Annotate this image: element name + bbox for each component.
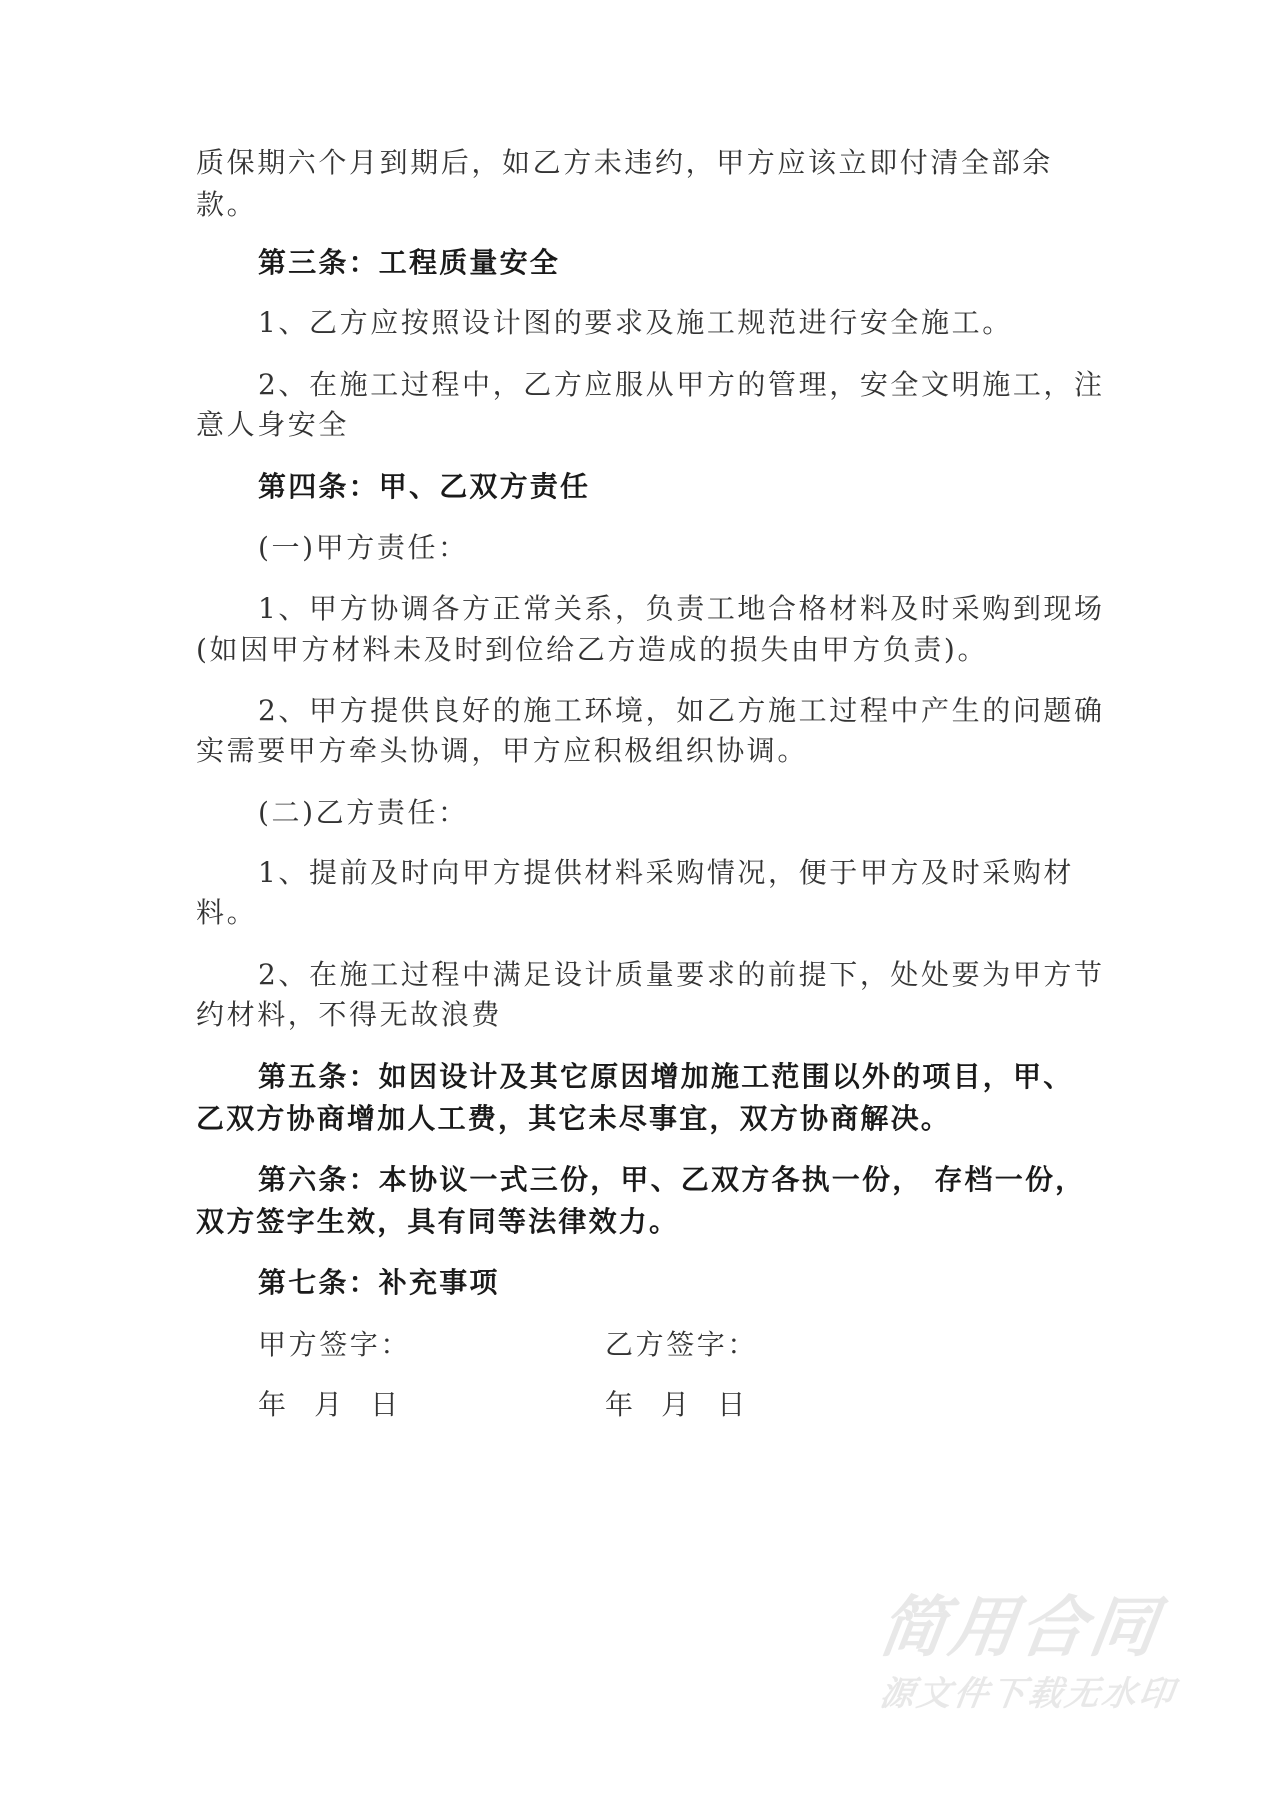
paragraph-line: 1、乙方应按照设计图的要求及施工规范进行安全施工。 bbox=[258, 306, 1013, 339]
paragraph-line: 款。 bbox=[196, 188, 258, 221]
paragraph-line: 1、提前及时向甲方提供材料采购情况，便于甲方及时采购材 bbox=[258, 856, 1075, 889]
party-b-signature-label: 乙方签字： bbox=[605, 1328, 759, 1361]
paragraph-line: 料。 bbox=[196, 896, 258, 929]
watermark bbox=[874, 1589, 1240, 1730]
watermark-subtitle: 源文件下载无水印 bbox=[877, 1674, 1179, 1714]
party-a-signature-label: 甲方签字： bbox=[258, 1328, 412, 1361]
paragraph-line: 约材料，不得无故浪费 bbox=[196, 998, 503, 1031]
paragraph-line: 1、甲方协调各方正常关系，负责工地合格材料及时采购到现场 bbox=[258, 592, 1105, 625]
watermark-title: 简用合同 bbox=[874, 1589, 1166, 1666]
paragraph-line: (二)乙方责任： bbox=[258, 796, 469, 829]
article-heading-line: 第六条：本协议一式三份，甲、乙双方各执一份， 存档一份， bbox=[258, 1163, 1086, 1196]
paragraph-line: 意人身安全 bbox=[196, 408, 350, 441]
paragraph-line: (一)甲方责任： bbox=[258, 531, 469, 564]
paragraph-line: 2、甲方提供良好的施工环境，如乙方施工过程中产生的问题确 bbox=[258, 694, 1105, 727]
article-heading-line: 双方签字生效，具有同等法律效力。 bbox=[196, 1205, 680, 1238]
article-heading-line: 第五条：如因设计及其它原因增加施工范围以外的项目，甲、 bbox=[258, 1060, 1074, 1093]
paragraph-line: 实需要甲方牵头协调，甲方应积极组织协调。 bbox=[196, 734, 809, 767]
article-heading-line: 第七条：补充事项 bbox=[258, 1266, 500, 1299]
paragraph-line: (如因甲方材料未及时到位给乙方造成的损失由甲方负责)。 bbox=[196, 633, 989, 666]
article-heading-line: 第四条：甲、乙双方责任 bbox=[258, 470, 591, 503]
article-heading-line: 乙双方协商增加人工费，其它未尽事宜，双方协商解决。 bbox=[196, 1102, 952, 1135]
paragraph-line: 2、在施工过程中满足设计质量要求的前提下，处处要为甲方节 bbox=[258, 958, 1105, 991]
party-a-date: 年 月 日 bbox=[258, 1388, 401, 1421]
paragraph-line: 2、在施工过程中，乙方应服从甲方的管理，安全文明施工，注 bbox=[258, 368, 1105, 401]
article-heading-line: 第三条：工程质量安全 bbox=[258, 246, 561, 279]
party-b-date: 年 月 日 bbox=[605, 1388, 748, 1421]
paragraph-line: 质保期六个月到期后，如乙方未违约，甲方应该立即付清全部余 bbox=[196, 146, 1053, 179]
